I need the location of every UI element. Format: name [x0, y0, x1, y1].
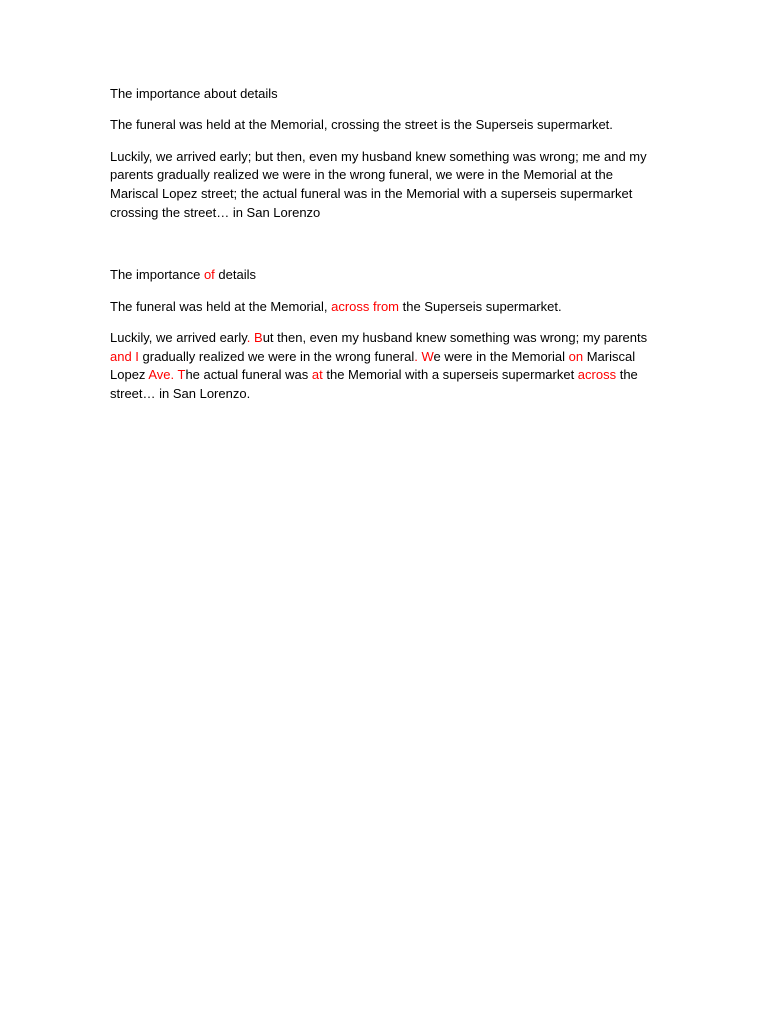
corrected-paragraph-1	[110, 298, 658, 317]
text-run: e were in the Memorial	[433, 348, 569, 364]
text-run: The importance	[110, 267, 204, 283]
correction-run: across	[577, 367, 617, 383]
document-body	[110, 85, 658, 417]
correction-run: at	[311, 367, 323, 383]
text-run: the street… in San Lorenzo.	[110, 367, 638, 402]
section-spacer	[110, 235, 658, 266]
correction-run: . B	[246, 329, 263, 345]
correction-run: of	[203, 267, 215, 283]
text-run: the Memorial with a superseis supermarket	[322, 367, 578, 383]
original-paragraph-1: The funeral was held at the Memorial, crossing the street is the Superseis supermarket.	[110, 117, 613, 133]
text-run: The funeral was held at the Memorial,	[110, 298, 332, 314]
text-run: gradually realized we were in the wrong funeral	[138, 348, 415, 364]
text-run: he actual funeral was	[185, 367, 312, 383]
text-run: the Superseis supermarket.	[399, 298, 562, 314]
corrected-title	[110, 266, 658, 285]
text-run: Luckily, we arrived early	[110, 329, 247, 345]
text-run: ut then, even my husband knew something was wrong; my parents	[262, 329, 648, 345]
text-run: Mariscal Lopez	[110, 348, 636, 383]
correction-run: . W	[414, 348, 434, 364]
correction-run: Ave. T	[148, 367, 186, 383]
text-run: details	[214, 267, 256, 283]
correction-run: across from	[331, 298, 400, 314]
original-title: The importance about details	[110, 86, 278, 101]
corrected-paragraph-2	[110, 329, 658, 404]
correction-run: on	[568, 348, 584, 364]
original-paragraph-2: Luckily, we arrived early; but then, even my husband knew something was wrong; me and my parents gradually realized we were in the wrong funeral, we were in the Memorial at the Mariscal Lopez street; the actual funeral was in the Memorial with a superseis supermarket crossing the street… in San Lorenzo	[110, 148, 647, 220]
correction-run: and I	[110, 348, 139, 364]
